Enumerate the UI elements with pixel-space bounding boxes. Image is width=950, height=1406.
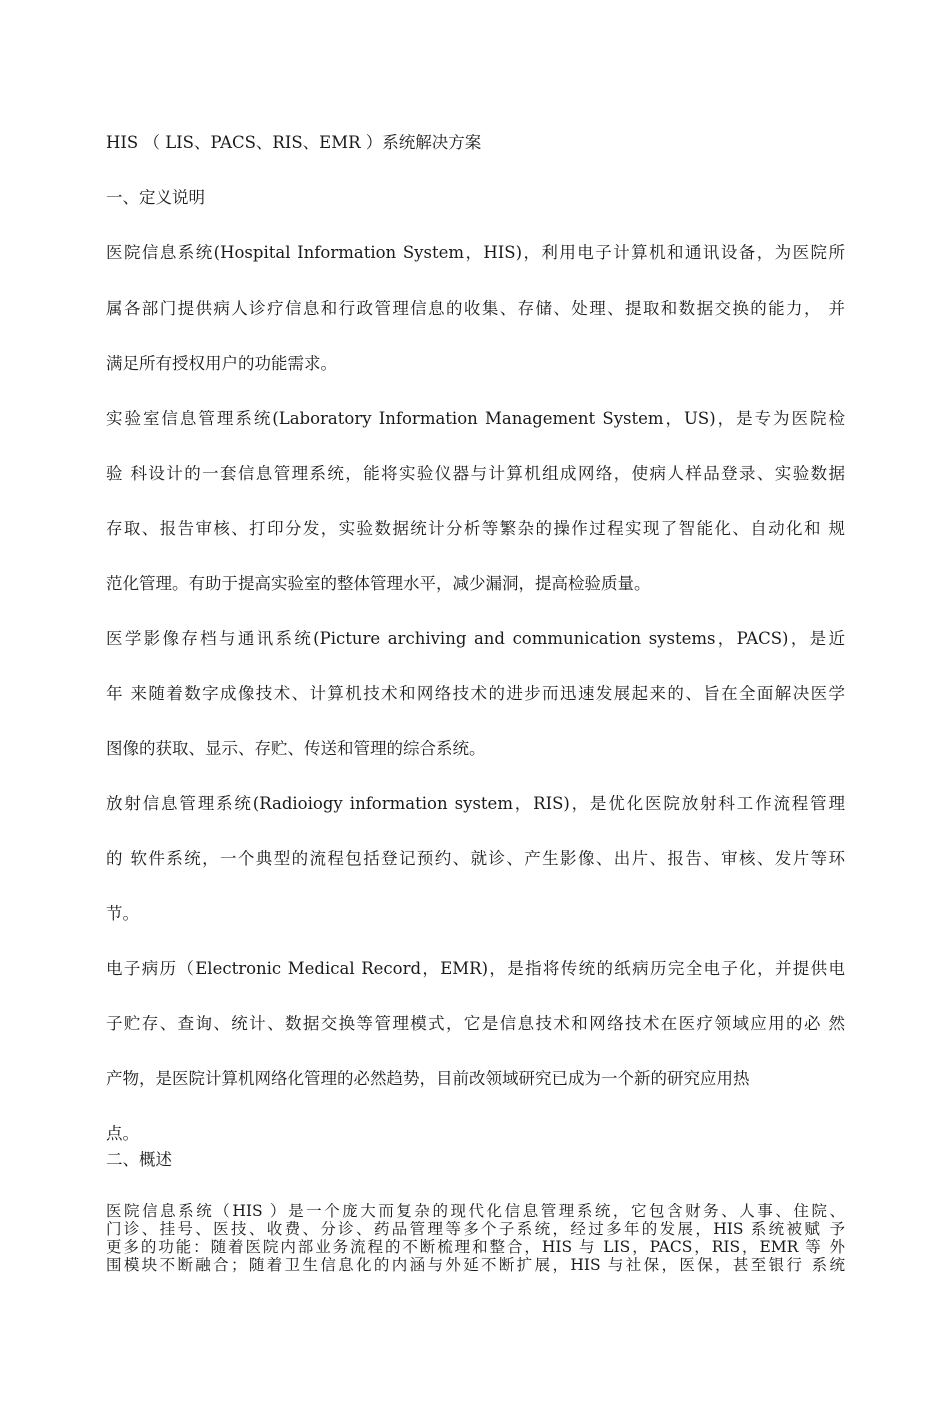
paragraph-line: 图像的获取、显示、存贮、传送和管理的综合系统。 [106, 739, 486, 758]
paragraph-line: 年 来随着数字成像技术、计算机技术和网络技术的进步而迅速发展起来的、旨在全面解决医学 [106, 684, 845, 703]
paragraph-line: 点。 [106, 1124, 139, 1143]
paragraph-line: 电子病历（Electronic Medical Record，EMR)，是指将传统的纸病历完全电子化，并提供电 [106, 959, 845, 978]
paragraph-line: 更多的功能：随着医院内部业务流程的不断梳理和整合，HIS 与 LIS，PACS，RIS，EMR 等 外 [106, 1239, 845, 1256]
paragraph-line: 产物，是医院计算机网络化管理的必然趋势，目前改领域研究已成为一个新的研究应用热 [106, 1069, 750, 1088]
paragraph-line: 子贮存、查询、统计、数据交换等管理模式，它是信息技术和网络技术在医疗领域应用的必 然 [106, 1014, 845, 1033]
paragraph-line: 围模块不断融合；随着卫生信息化的内涵与外延不断扩展，HIS 与社保，医保，甚至银行 系统 [106, 1257, 845, 1274]
document-title: HIS （ LIS、PACS、RIS、EMR ）系统解决方案 [106, 133, 482, 152]
paragraph-line: 验 科设计的一套信息管理系统，能将实验仪器与计算机组成网络，使病人样品登录、实验数据 [106, 464, 845, 483]
paragraph-line: 节。 [106, 904, 139, 923]
section-heading-overview: 二、概述 [106, 1150, 172, 1169]
paragraph-line: 属各部门提供病人诊疗信息和行政管理信息的收集、存储、处理、提取和数据交换的能力， 并 [106, 299, 845, 318]
paragraph-line: 医学影像存档与通讯系统(Picture archiving and communication systems，PACS)，是近 [106, 629, 845, 648]
paragraph-line: 实验室信息管理系统(Laboratory Information Management System，US)，是专为医院检 [106, 409, 845, 428]
paragraph-line: 放射信息管理系统(Radioiogy information system，RIS)，是优化医院放射科工作流程管理 [106, 794, 845, 813]
paragraph-line: 医院信息系统(Hospital Information System，HIS)，利用电子计算机和通讯设备，为医院所 [106, 243, 845, 262]
paragraph-line: 医院信息系统（HIS ）是一个庞大而复杂的现代化信息管理系统，它包含财务、人事、住院、 [106, 1203, 845, 1220]
section-heading-definitions: 一、定义说明 [106, 188, 205, 207]
paragraph-line: 范化管理。有助于提高实验室的整体管理水平，减少漏洞，提高检验质量。 [106, 574, 651, 593]
paragraph-line: 门诊、挂号、医技、收费、分诊、药品管理等多个子系统，经过多年的发展，HIS 系统被赋 予 [106, 1221, 845, 1238]
paragraph-line: 满足所有授权用户的功能需求。 [106, 354, 337, 373]
paragraph-line: 的 软件系统，一个典型的流程包括登记预约、就诊、产生影像、出片、报告、审核、发片等环 [106, 849, 845, 868]
paragraph-line: 存取、报告审核、打印分发，实验数据统计分析等繁杂的操作过程实现了智能化、自动化和 规 [106, 519, 845, 538]
